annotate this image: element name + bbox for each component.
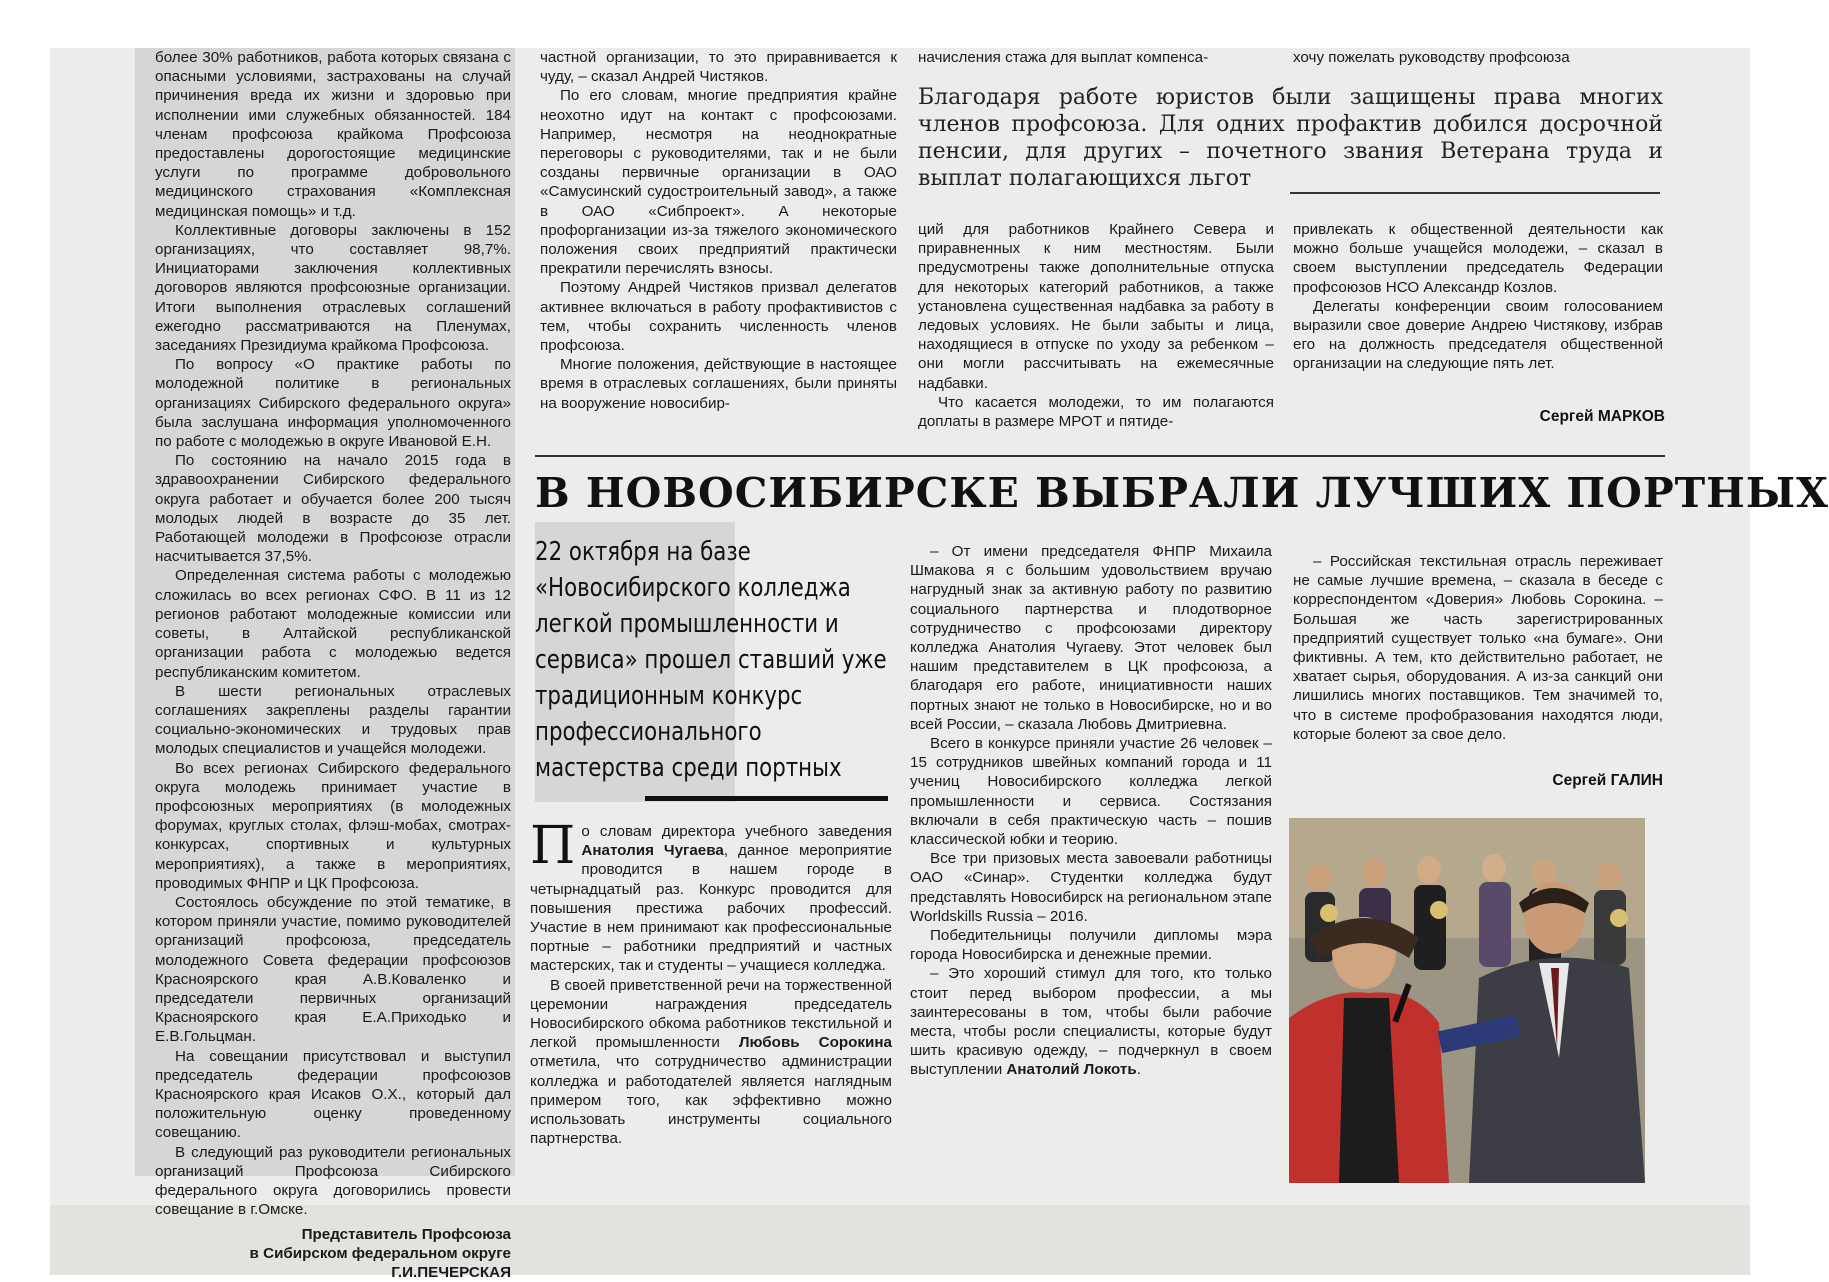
byline-author: Сергей МАРКОВ xyxy=(1539,408,1665,425)
text-span: , данное мероприятие проводится в нашем городе в четырнадцатый раз. Конкурс проводится для повышения престижа рабочих профессий. Участие в нем принимают как профессиональные портные – работники предприятий и частных мастерских, так и студенты – учащиеся колледжа. xyxy=(530,842,892,975)
paragraph: частной организации, то это приравнивается к чуду, – сказал Андрей Чистяков. xyxy=(540,49,897,86)
paragraph: В следующий раз руководители региональных организаций Профсоюза Сибирского федерального округа договорились провести совещание в г.Омске. xyxy=(155,1143,511,1219)
paragraph: В шести региональных отраслевых соглашениях закреплены разделы гарантии социально-экономических и трудовых прав молодых специалистов и учащейся молодежи. xyxy=(155,682,511,758)
article-column-1 xyxy=(155,48,511,1282)
article-column-4 xyxy=(1293,220,1663,410)
paragraph: Многие положения, действующие в настоящее время в отраслевых соглашениях, были приняты на вооружение новосибир- xyxy=(540,356,897,412)
drop-cap: П xyxy=(530,816,576,876)
text-span: отметила, что сотрудничество администрации колледжа и работодателей является наглядным примером того, как эффективно можно использовать инструменты социального партнерства. xyxy=(530,1053,892,1148)
paragraph: более 30% работников, работа которых связана с опасными условиями, застрахованы на случай причинения вреда их жизни и здоровью при исполнении ими служебных обязанностей. 184 членам профсоюза крайкома Профсоюза предоставлены дорогостоящие медицинские услуги по программе добровольного медицинского страхования «Комплексная медицинская помощь» и т.д. xyxy=(155,49,511,220)
paragraph: По его словам, многие предприятия крайне неохотно идут на контакт с профсоюзами. Например, несмотря на неоднократные переговоры с руководителями, так и не были созданы первичные организации в ОАО «Самусинский судостроительный завод», а также в ОАО «Сибпроект». А некоторые профорганизации из-за тяжелого экономического положения своих предприятий практически прекратили перечислять взносы. xyxy=(540,87,897,278)
text-span: . xyxy=(1136,1061,1141,1079)
photo-illustration xyxy=(1289,818,1645,1183)
text-span: В своей приветственной речи на торжественной церемонии награждения председатель Новосибирского обкома работников текстильной и легкой промышленности xyxy=(530,976,892,1052)
pull-quote: Благодаря работе юристов были защищены права многих членов профсоюза. Для одних профактив добился досрочной пенсии, для других – почетного звания Ветерана труда и выплат полагающихся льгот xyxy=(918,85,1663,191)
paragraph xyxy=(530,976,892,1149)
article-column-5 xyxy=(530,816,892,1184)
paragraph: привлекать к общественной деятельности как можно больше учащейся молодежи, – сказал в своем выступлении председатель Федерации профсоюзов НСО Александр Козлов. xyxy=(1293,221,1663,296)
article-column-7 xyxy=(1293,552,1663,772)
person-name: Анатолия Чугаева xyxy=(581,842,724,860)
article-column-3 xyxy=(918,220,1274,431)
paragraph xyxy=(910,964,1272,1079)
paragraph: По состоянию на начало 2015 года в здравоохранении Сибирского федерального округа работает и обучается более 200 тысяч молодых людей в возрасте до 35 лет. Работающей молодежи в Профсоюзе отрасли насчитывается 37,5%. xyxy=(155,452,511,566)
paragraph: Победительницы получили дипломы мэра города Новосибирска и денежные премии. xyxy=(910,927,1272,964)
paragraph: – От имени председателя ФНПР Михаила Шмакова я с большим удовольствием вручаю нагрудный знак за активную работу по развитию социального партнерства и плодотворное сотрудничество с профсоюзами директору колледжа Анатолия Чугаеву. Этот человек был нашим представителем в ЦК профсоюза, а благодаря его работе, инициативности наших портных знают не только в Новосибирске, но и во всей России, – сказала Любовь Дмитриевна. xyxy=(910,543,1272,733)
lead-underline xyxy=(645,796,888,801)
paragraph: Во всех регионах Сибирского федерального округа молодежь принимает участие в профсоюзных мероприятиях (в молодежных форумах, круглых столах, флэш-мобах, смотрах-конкурсах, спортивных и культурных мероприятиях), а также в мероприятиях, проводимых ФНПР и ЦК Профсоюза. xyxy=(155,759,511,892)
paragraph: Состоялось обсуждение по этой тематике, в котором приняли участие, помимо руководителей организаций профсоюза, председатель молодежного Совета федерации профсоюзов Красноярского края А.В.Коваленко и председатели первичных организаций Красноярского края Е.А.Приходько и Е.В.Гольцман. xyxy=(155,893,511,1046)
person-name: Любовь Сорокина xyxy=(738,1034,892,1052)
paragraph: Делегаты конференции своим голосованием выразили свое доверие Андрею Чистякову, избрав его на должность председателя общественной организации на следующие пять лет. xyxy=(1293,297,1663,373)
signature-line-1: Представитель Профсоюза xyxy=(301,1226,511,1244)
text-span: – Это хороший стимул для того, кто только стоит перед выбором профессии, а мы заинтересованы в том, чтобы были рабочие места, чтобы росли специалисты, которые будут шить красивую одежду, – подчеркнул в своем выступлении xyxy=(910,965,1272,1079)
article-lead: 22 октября на базе «Новосибирского колледжа легкой промышленности и сервиса» прошел ставший уже традиционным конкурс профессионального мастерства среди портных xyxy=(535,537,887,783)
article-column-6 xyxy=(910,542,1272,1182)
event-photo xyxy=(1289,818,1645,1183)
article-headline: В НОВОСИБИРСКЕ ВЫБРАЛИ ЛУЧШИХ ПОРТНЫХ xyxy=(535,469,1829,517)
paragraph: – Российская текстильная отрасль переживает не самые лучшие времена, – сказала в беседе с корреспондентом «Доверия» Любовь Сорокина. – Большая же часть зарегистрированных предприятий существует только «на бумаге». Они фиктивны. А тем, кто действительно работает, не хватает сырья, оборудования. А из-за санкций они лишились многих поставщиков. Тем значимей то, что в системе профобразования находятся люди, которые болеют за свое дело. xyxy=(1293,553,1663,743)
pull-quote-rule xyxy=(1290,192,1660,194)
column-4-top-line: хочу пожелать руководству профсоюза xyxy=(1293,49,1570,66)
person-name: Анатолий Локоть xyxy=(1006,1061,1137,1079)
paragraph: ций для работников Крайнего Севера и приравненных к ним местностям. Были предусмотрены также дополнительные отпуска для некоторых категорий работников, а также установлена существенная надбавка за работу в ледовых условиях. Не были забыты и лица, находящиеся в отпуске по уходу за ребенком – они могли рассчитывать на ежемесячные надбавки. xyxy=(918,221,1274,392)
paragraph: На совещании присутствовал и выступил председатель федерации профсоюзов Красноярского края Исаков О.Х., который дал положительную оценку проведенному совещанию. xyxy=(155,1047,511,1142)
article-column-2 xyxy=(540,48,897,420)
paragraph xyxy=(530,816,892,976)
signature-line-2: в Сибирском федеральном округе xyxy=(249,1245,511,1263)
paragraph: Что касается молодежи, то им полагаются доплаты в размере МРОТ и пятиде- xyxy=(918,393,1274,431)
paragraph: Коллективные договоры заключены в 152 организациях, что составляет 98,7%. Инициаторами заключения коллективных договоров являются профсоюзные организации. Итоги выполнения отраслевых соглашений ежегодно рассматриваются на Пленумах, заседаниях Президиума крайкома Профсоюза. xyxy=(155,221,511,355)
paragraph: По вопросу «О практике работы по молодежной политике в региональных организациях Сибирского федерального округа» была заслушана информация уполномоченного по работе с молодежью в округе Ивановой Е.Н. xyxy=(155,356,511,451)
author-signature xyxy=(155,1225,511,1282)
paragraph: Поэтому Андрей Чистяков призвал делегатов активнее включаться в работу профактивистов с тем, чтобы сохранить численность членов профсоюза. xyxy=(540,279,897,355)
paragraph: Определенная система работы с молодежью сложилась во всех регионах СФО. В 11 из 12 регионов работают молодежные комиссии или советы, в Алтайской республиканской организации работа с молодежью ведется республиканским комитетом. xyxy=(155,567,511,681)
column-3-top-line: начисления стажа для выплат компенса- xyxy=(918,49,1209,66)
paragraph: Все три призовых места завоевали работницы ОАО «Синар». Студентки колледжа будут представлять Новосибирск на региональном этапе Worldskills Russia – 2016. xyxy=(910,850,1272,925)
text-span: о словам директора учебного заведения xyxy=(581,823,892,840)
byline-author: Сергей ГАЛИН xyxy=(1552,772,1663,789)
paragraph: Всего в конкурсе приняли участие 26 человек – 15 сотрудников швейных компаний города и 11 учениц Новосибирского колледжа легкой промышленности и сервиса. Состязания включали в себя практическую часть – пошив классической юбки и теорию. xyxy=(910,735,1272,849)
section-divider xyxy=(535,455,1665,457)
signature-line-3: Г.И.ПЕЧЕРСКАЯ xyxy=(391,1264,511,1282)
